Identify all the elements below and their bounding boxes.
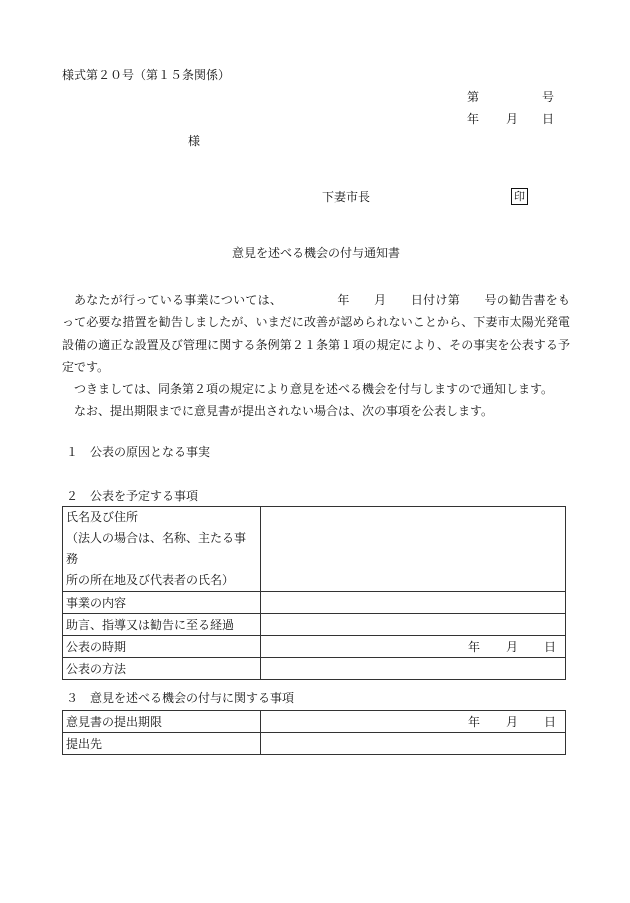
- doc-date-month: 月: [506, 112, 519, 126]
- form-id: 様式第２０号（第１５条関係）: [62, 68, 231, 82]
- label-submission-destination: 提出先: [63, 733, 261, 755]
- label-line: 所の所在地及び代表者の氏名）: [66, 573, 235, 587]
- doc-date-year: 年: [467, 112, 480, 126]
- doc-number-suffix: 号: [542, 90, 555, 104]
- body-paragraph-2: つきましては、同条第２項の規定により意見を述べる機会を付与しますので通知します。: [74, 382, 554, 397]
- label-line: 氏名及び住所: [66, 510, 139, 524]
- label-publication-timing: 公表の時期: [63, 636, 261, 658]
- value-name-address: [261, 507, 566, 592]
- document-title: 意見を述べる機会の付与通知書: [232, 246, 401, 260]
- label-business-content: 事業の内容: [63, 592, 261, 614]
- section1-heading: １ 公表の原因となる事実: [66, 445, 211, 459]
- label-publication-method: 公表の方法: [63, 658, 261, 680]
- table-row: [63, 658, 566, 680]
- label-guidance-history: 助言、指導又は勧告に至る経過: [63, 614, 261, 636]
- label-submission-deadline: 意見書の提出期限: [63, 711, 261, 733]
- date-month: 月: [505, 714, 518, 729]
- doc-date-day: 日: [542, 112, 555, 126]
- value-publication-method: [261, 658, 566, 680]
- value-business-content: [261, 592, 566, 614]
- date-day: 日: [543, 639, 556, 654]
- body-paragraph-3: なお、提出期限までに意見書が提出されない場合は、次の事項を公表します。: [74, 404, 494, 419]
- seal-mark: 印: [511, 188, 528, 205]
- label-line: （法人の場合は、名称、主たる事務: [66, 531, 247, 566]
- date-year: 年: [467, 639, 480, 654]
- value-submission-deadline: [261, 711, 566, 733]
- date-year: 年: [467, 714, 480, 729]
- table-row: [63, 507, 566, 592]
- date-day: 日: [543, 714, 556, 729]
- value-submission-destination: [261, 733, 566, 755]
- doc-number-prefix: 第: [467, 90, 480, 104]
- section2-table: [62, 506, 566, 680]
- section3-heading: ３ 意見を述べる機会の付与に関する事項: [66, 691, 295, 705]
- table-row: [63, 636, 566, 658]
- sender-title: 下妻市長: [322, 190, 371, 204]
- body-paragraph-1: あなたが行っている事業については、 年 月 日付け第 号の勧告書をもって必要な措置を勧告しましたが、いまだに改善が認められないことから、下妻市太陽光発電設備の適正な設置及び管理に関する条例第２１条第１項の規定により、その事実を公表する予定です。: [62, 293, 570, 374]
- table-row: [63, 592, 566, 614]
- table-row: [63, 711, 566, 733]
- date-month: 月: [505, 639, 518, 654]
- value-publication-timing: [261, 636, 566, 658]
- addressee-suffix: 様: [188, 134, 201, 148]
- body-text: [62, 289, 570, 423]
- table-row: [63, 614, 566, 636]
- table-row: [63, 733, 566, 755]
- value-guidance-history: [261, 614, 566, 636]
- section2-heading: ２ 公表を予定する事項: [66, 489, 199, 503]
- section3-table: [62, 710, 566, 755]
- label-name-address: [63, 507, 261, 592]
